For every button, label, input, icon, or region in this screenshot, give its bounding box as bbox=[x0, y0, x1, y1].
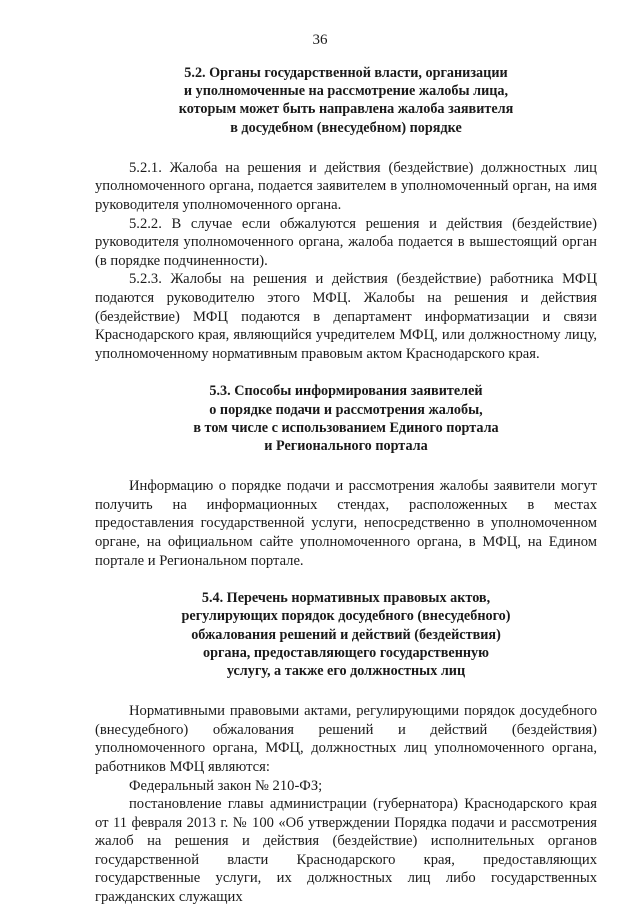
heading-line: в том числе с использованием Единого портала bbox=[193, 419, 499, 436]
document-body bbox=[95, 64, 597, 907]
paragraph-5-2-3: 5.2.3. Жалобы на решения и действия (бездействие) работника МФЦ подаются руководителю этого МФЦ. Жалобы на решения и действия (бездействие) МФЦ подаются в департамент информатизации и связи Краснодарского края, являющийся учредителем МФЦ, или должностному лицу, уполномоченному нормативным правовым актом Краснодарского края. bbox=[95, 271, 597, 362]
heading-line: которым может быть направлена жалоба заявителя bbox=[178, 101, 514, 118]
heading-line: 5.4. Перечень нормативных правовых актов, bbox=[201, 590, 491, 607]
paragraph-5-4-decree: постановление главы администрации (губернатора) Краснодарского края от 11 февраля 2013 г. № 100 «Об утверждении Порядка подачи и рассмотрения жалоб на решения и действия (бездействие) исполнительных органов государственной власти Краснодарского края, предоставляющих государственные услуги, их должностных лиц либо государственных гражданских служащих bbox=[95, 796, 597, 906]
heading-line: органа, предоставляющего государственную bbox=[203, 644, 489, 661]
paragraph-5-2-2: 5.2.2. В случае если обжалуются решения и действия (бездействие) руководителя уполномоченного органа, жалоба подается в вышестоящий орган (в порядке подчиненности). bbox=[95, 215, 597, 269]
heading-line: и уполномоченные на рассмотрение жалобы лица, bbox=[183, 83, 509, 100]
heading-line: 5.2. Органы государственной власти, организации bbox=[184, 65, 508, 81]
paragraph-5-4-intro: Нормативными правовыми актами, регулирующими порядок досудебного (внесудебного) обжалования решений и действий (бездействия) уполномоченного органа, МФЦ, должностных лиц уполномоченного органа, работников МФЦ являются: bbox=[95, 703, 597, 775]
section-heading-5-2 bbox=[95, 64, 597, 137]
heading-line: в досудебном (внесудебном) порядке bbox=[230, 119, 462, 136]
paragraph-5-4-law: Федеральный закон № 210-ФЗ; bbox=[129, 777, 323, 794]
heading-line: услугу, а также его должностных лиц bbox=[226, 662, 466, 679]
heading-line: о порядке подачи и рассмотрения жалобы, bbox=[209, 401, 483, 418]
section-heading-5-3 bbox=[95, 382, 597, 455]
paragraph-5-2-1: 5.2.1. Жалоба на решения и действия (бездействие) должностных лиц уполномоченного органа, подается заявителем в уполномоченный орган, на имя руководителя уполномоченного органа. bbox=[95, 159, 597, 213]
heading-line: и Регионального портала bbox=[264, 437, 428, 454]
heading-line: регулирующих порядок досудебного (внесудебного) bbox=[181, 608, 511, 625]
heading-line: 5.3. Способы информирования заявителей bbox=[209, 383, 483, 400]
heading-line: обжалования решений и действий (бездействия) bbox=[191, 626, 501, 643]
page-number: 36 bbox=[312, 32, 328, 48]
section-heading-5-4 bbox=[95, 589, 597, 680]
paragraph-5-3: Информацию о порядке подачи и рассмотрения жалобы заявители могут получить на информационных стендах, расположенных в местах предоставления государственной услуги, непосредственно в уполномоченном органе, на официальном сайте уполномоченного органа, в МФЦ, на Едином портале и Региональном портале. bbox=[95, 478, 597, 569]
